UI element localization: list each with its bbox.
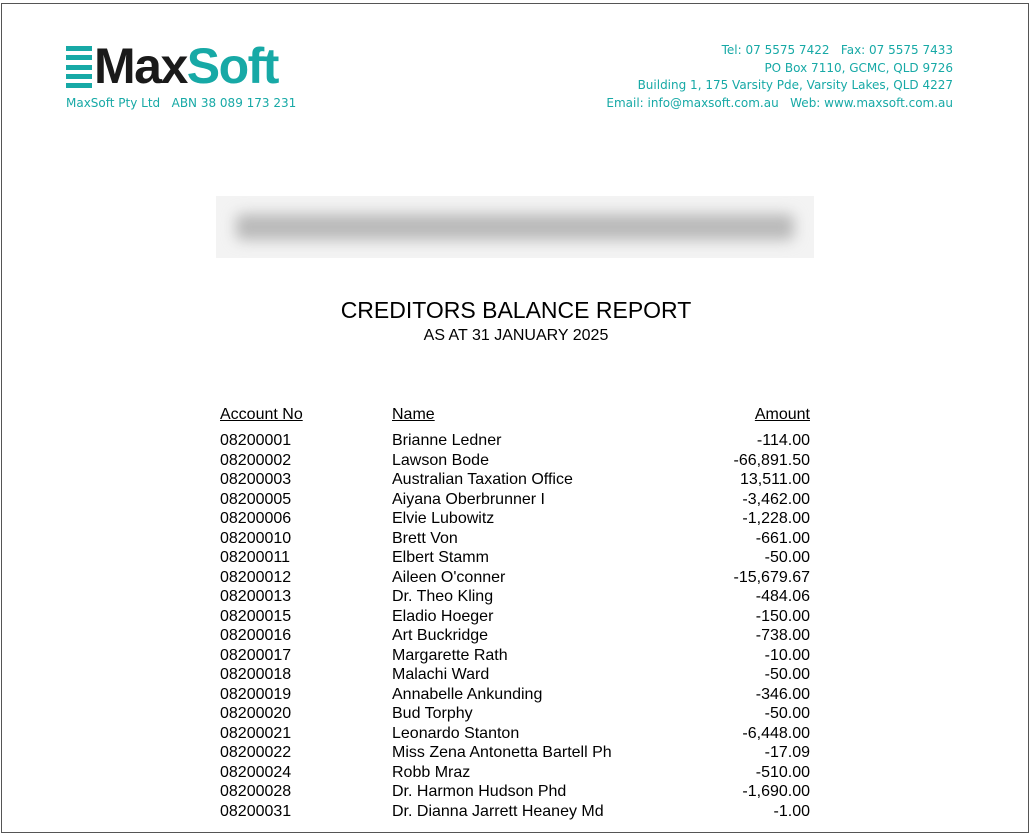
table-row — [220, 704, 810, 724]
cell-account-no: 08200020 — [220, 705, 292, 722]
cell-name: Australian Taxation Office — [392, 471, 573, 488]
cell-account-no: 08200024 — [220, 763, 292, 781]
cell-account-no: 08200028 — [220, 783, 292, 800]
logo-text-max: Max — [94, 38, 187, 94]
table-row — [220, 568, 810, 588]
cell-amount: -10.00 — [764, 646, 810, 664]
cell-name: Dr. Dianna Jarrett Heaney Md — [392, 802, 604, 820]
cell-name: Aiyana Oberbrunner I — [392, 490, 545, 508]
cell-amount: -484.06 — [755, 588, 810, 605]
cell-account-no: 08200012 — [220, 568, 292, 586]
table-header — [220, 405, 810, 429]
logo-text-soft: Soft — [186, 38, 278, 94]
cell-amount: 13,511.00 — [740, 471, 810, 488]
cell-name: Elvie Lubowitz — [392, 510, 495, 527]
company-logo — [66, 38, 278, 94]
cell-amount: -3,462.00 — [742, 490, 810, 508]
cell-amount: -150.00 — [755, 607, 810, 625]
cell-amount: -346.00 — [755, 685, 810, 703]
contact-email-web: Email: info@maxsoft.com.au Web: www.maxsoft.com.au — [606, 95, 953, 110]
cell-account-no: 08200005 — [220, 490, 292, 508]
cell-account-no: 08200016 — [220, 627, 292, 644]
cell-name: Robb Mraz — [392, 763, 471, 781]
table-row — [220, 763, 810, 783]
cell-account-no: 08200001 — [220, 432, 292, 449]
logo-bars-icon — [66, 46, 92, 88]
cell-amount: -738.00 — [755, 627, 810, 644]
cell-name: Eladio Hoeger — [392, 607, 494, 625]
cell-account-no: 08200031 — [220, 802, 292, 820]
table-row — [220, 509, 810, 529]
cell-account-no: 08200013 — [220, 588, 292, 605]
cell-amount: -661.00 — [755, 529, 810, 547]
cell-name: Malachi Ward — [392, 666, 490, 683]
cell-amount: -1,228.00 — [742, 510, 810, 527]
column-header-amount: Amount — [754, 406, 810, 423]
table-row — [220, 431, 810, 451]
table-row — [220, 685, 810, 705]
cell-amount: -1,690.00 — [742, 783, 810, 800]
cell-name: Aileen O'conner — [392, 568, 506, 586]
table-row — [220, 802, 810, 822]
cell-amount: -15,679.67 — [733, 568, 810, 586]
cell-amount: -114.00 — [756, 432, 810, 449]
cell-account-no: 08200003 — [220, 471, 292, 488]
cell-account-no: 08200017 — [220, 646, 292, 664]
report-title: CREDITORS BALANCE REPORT — [340, 297, 692, 323]
cell-account-no: 08200002 — [220, 451, 292, 469]
table-row — [220, 607, 810, 627]
table-row — [220, 782, 810, 802]
creditors-table — [220, 405, 810, 821]
table-row — [220, 724, 810, 744]
cell-amount: -50.00 — [764, 549, 810, 566]
cell-account-no: 08200022 — [220, 744, 292, 761]
table-row — [220, 743, 810, 763]
cell-account-no: 08200019 — [220, 685, 292, 703]
table-row — [220, 587, 810, 607]
cell-name: Margarette Rath — [392, 646, 508, 664]
cell-account-no: 08200021 — [220, 724, 292, 742]
table-row — [220, 490, 810, 510]
cell-account-no: 08200015 — [220, 607, 292, 625]
table-row — [220, 626, 810, 646]
cell-name: Dr. Harmon Hudson Phd — [392, 783, 567, 800]
cell-amount: -66,891.50 — [733, 451, 810, 469]
contact-po-box: PO Box 7110, GCMC, QLD 9726 — [764, 60, 953, 75]
cell-name: Bud Torphy — [392, 705, 473, 722]
table-row — [220, 646, 810, 666]
cell-amount: -510.00 — [755, 763, 810, 781]
cell-amount: -17.09 — [764, 744, 810, 761]
cell-amount: -50.00 — [764, 666, 810, 683]
column-header-name: Name — [392, 406, 435, 423]
report-subtitle: AS AT 31 JANUARY 2025 — [423, 327, 609, 344]
contact-phone-fax: Tel: 07 5575 7422 Fax: 07 5575 7433 — [721, 43, 953, 57]
cell-name: Art Buckridge — [392, 627, 489, 644]
cell-name: Leonardo Stanton — [392, 724, 520, 742]
table-row — [220, 548, 810, 568]
contact-address: Building 1, 175 Varsity Pde, Varsity Lakes, QLD 4227 — [637, 78, 953, 92]
company-abn-line: MaxSoft Pty Ltd ABN 38 089 173 231 — [66, 96, 297, 110]
cell-name: Miss Zena Antonetta Bartell Ph — [392, 744, 612, 761]
redacted-address-block — [216, 196, 814, 258]
table-row — [220, 665, 810, 685]
contact-block — [606, 42, 953, 112]
cell-name: Lawson Bode — [392, 451, 489, 469]
cell-name: Annabelle Ankunding — [392, 685, 543, 703]
cell-amount: -50.00 — [764, 705, 810, 722]
cell-name: Brett Von — [392, 529, 458, 547]
cell-account-no: 08200006 — [220, 510, 292, 527]
cell-account-no: 08200018 — [220, 666, 292, 683]
cell-amount: -1.00 — [773, 802, 810, 820]
column-header-account-no: Account No — [220, 406, 303, 423]
table-row — [220, 470, 810, 490]
cell-name: Elbert Stamm — [392, 549, 489, 566]
table-row — [220, 529, 810, 549]
cell-account-no: 08200011 — [220, 549, 290, 566]
cell-name: Dr. Theo Kling — [392, 588, 494, 605]
cell-name: Brianne Ledner — [392, 432, 502, 449]
cell-amount: -6,448.00 — [742, 724, 810, 742]
cell-account-no: 08200010 — [220, 529, 292, 547]
table-row — [220, 451, 810, 471]
